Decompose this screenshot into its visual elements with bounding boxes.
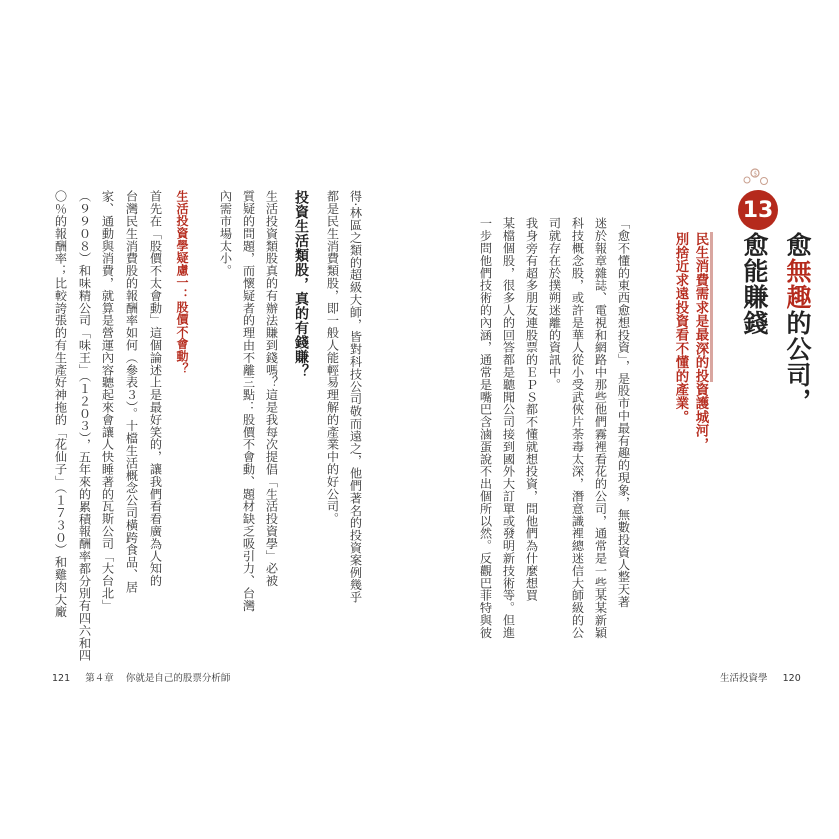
right-footer	[720, 670, 801, 684]
left-paragraph-line: 首先在「股價不太會動」這個論述上是最好笑的，讓我們看看廣為人知的	[148, 190, 163, 587]
left-paragraph-line: （９９０８）和味精公司「味王」（１２０３），五年來的累積報酬率都分別有四六和四	[77, 190, 92, 662]
section-paragraph-line: 質疑的問題，而懷疑者的理由不離三點：股價不會動、題材缺乏吸引力、台灣	[241, 190, 256, 612]
subtitle-accent-bar	[710, 232, 713, 382]
section-heading: 投資生活類股，真的有錢賺？	[293, 190, 309, 379]
chapter-title: 你就是自己的股票分析師	[125, 673, 231, 684]
paragraph-line: 一步問他們技術的內涵，通常是嘴巴含滷蛋說不出個所以然。反觀巴菲特與彼	[478, 217, 493, 639]
paragraph-line: 「愈不懂的東西愈想投資」，是股市中最有趣的現象，無數投資人整天著	[616, 217, 631, 608]
coins-icon	[735, 165, 775, 189]
page-number: 120	[782, 673, 801, 684]
paragraph-line: 某檔個股，很多人的回答都是聽聞公司接到國外大訂單或發明新技術等。但進	[501, 217, 516, 639]
chapter-subtitle-line-1: 民生消費需求是最深的投資護城河，	[693, 232, 708, 452]
left-subheading: 生活投資學疑慮一：股價不會動？	[175, 190, 189, 375]
section-paragraph-line: 生活投資類股真的有辦法賺到錢嗎？這是我每次提倡「生活投資學」必被	[264, 190, 279, 587]
title-accent: 無趣	[783, 258, 812, 310]
chapter-subtitle-line-2: 別捨近求遠投資看不懂的產業。	[673, 232, 688, 424]
left-paragraph-line: 家、通動與消費，就算是營運內容聽起來會讓人快睡著的瓦斯公司「大台北」	[100, 190, 115, 612]
svg-text:$: $	[753, 170, 758, 178]
section-paragraph-line: 內需市場太小。	[218, 190, 233, 277]
book-title: 生活投資學	[720, 673, 768, 684]
paragraph-line: 司就存在於撲朔迷離的資訊中。	[547, 217, 562, 391]
left-paragraph-line: 〇％的報酬率；比較誇張的有生產好神拖的「花仙子」（１７３０）和雞肉大廠	[53, 190, 68, 618]
page-number: 121	[52, 673, 71, 684]
chapter-number: 13	[742, 197, 774, 223]
chapter-number-badge	[738, 190, 778, 230]
chapter-label: 第４章	[85, 673, 114, 684]
paragraph-line: 科技概念股，或許是華人從小受武俠片荼毒太深，潛意識裡總迷信大師級的公	[570, 217, 585, 639]
paragraph-line: 得·林區之類的超級大師，皆對科技公司敬而遠之，他們著名的投資案例幾乎	[348, 190, 363, 604]
paragraph-line: 迷於報章雜誌、電視和網路中那些他們霧裡看花的公司，通常是一些某某新穎	[593, 217, 608, 639]
left-paragraph-line: 台灣民生消費股的報酬率如何（參表３）。十檔生活概念公司橫跨食品、居	[124, 190, 139, 594]
chapter-title-line-1: 愈無趣的公司，	[783, 232, 812, 414]
paragraph-line: 我身旁有超多朋友連股票的ＥＰＳ都不懂就想投資，問他們為什麼想買	[524, 217, 539, 602]
left-footer	[52, 670, 230, 684]
chapter-title-line-2: 愈能賺錢	[740, 232, 769, 336]
paragraph-line: 都是民生消費類股，即一般人能輕易理解的產業中的好公司。	[325, 190, 340, 525]
